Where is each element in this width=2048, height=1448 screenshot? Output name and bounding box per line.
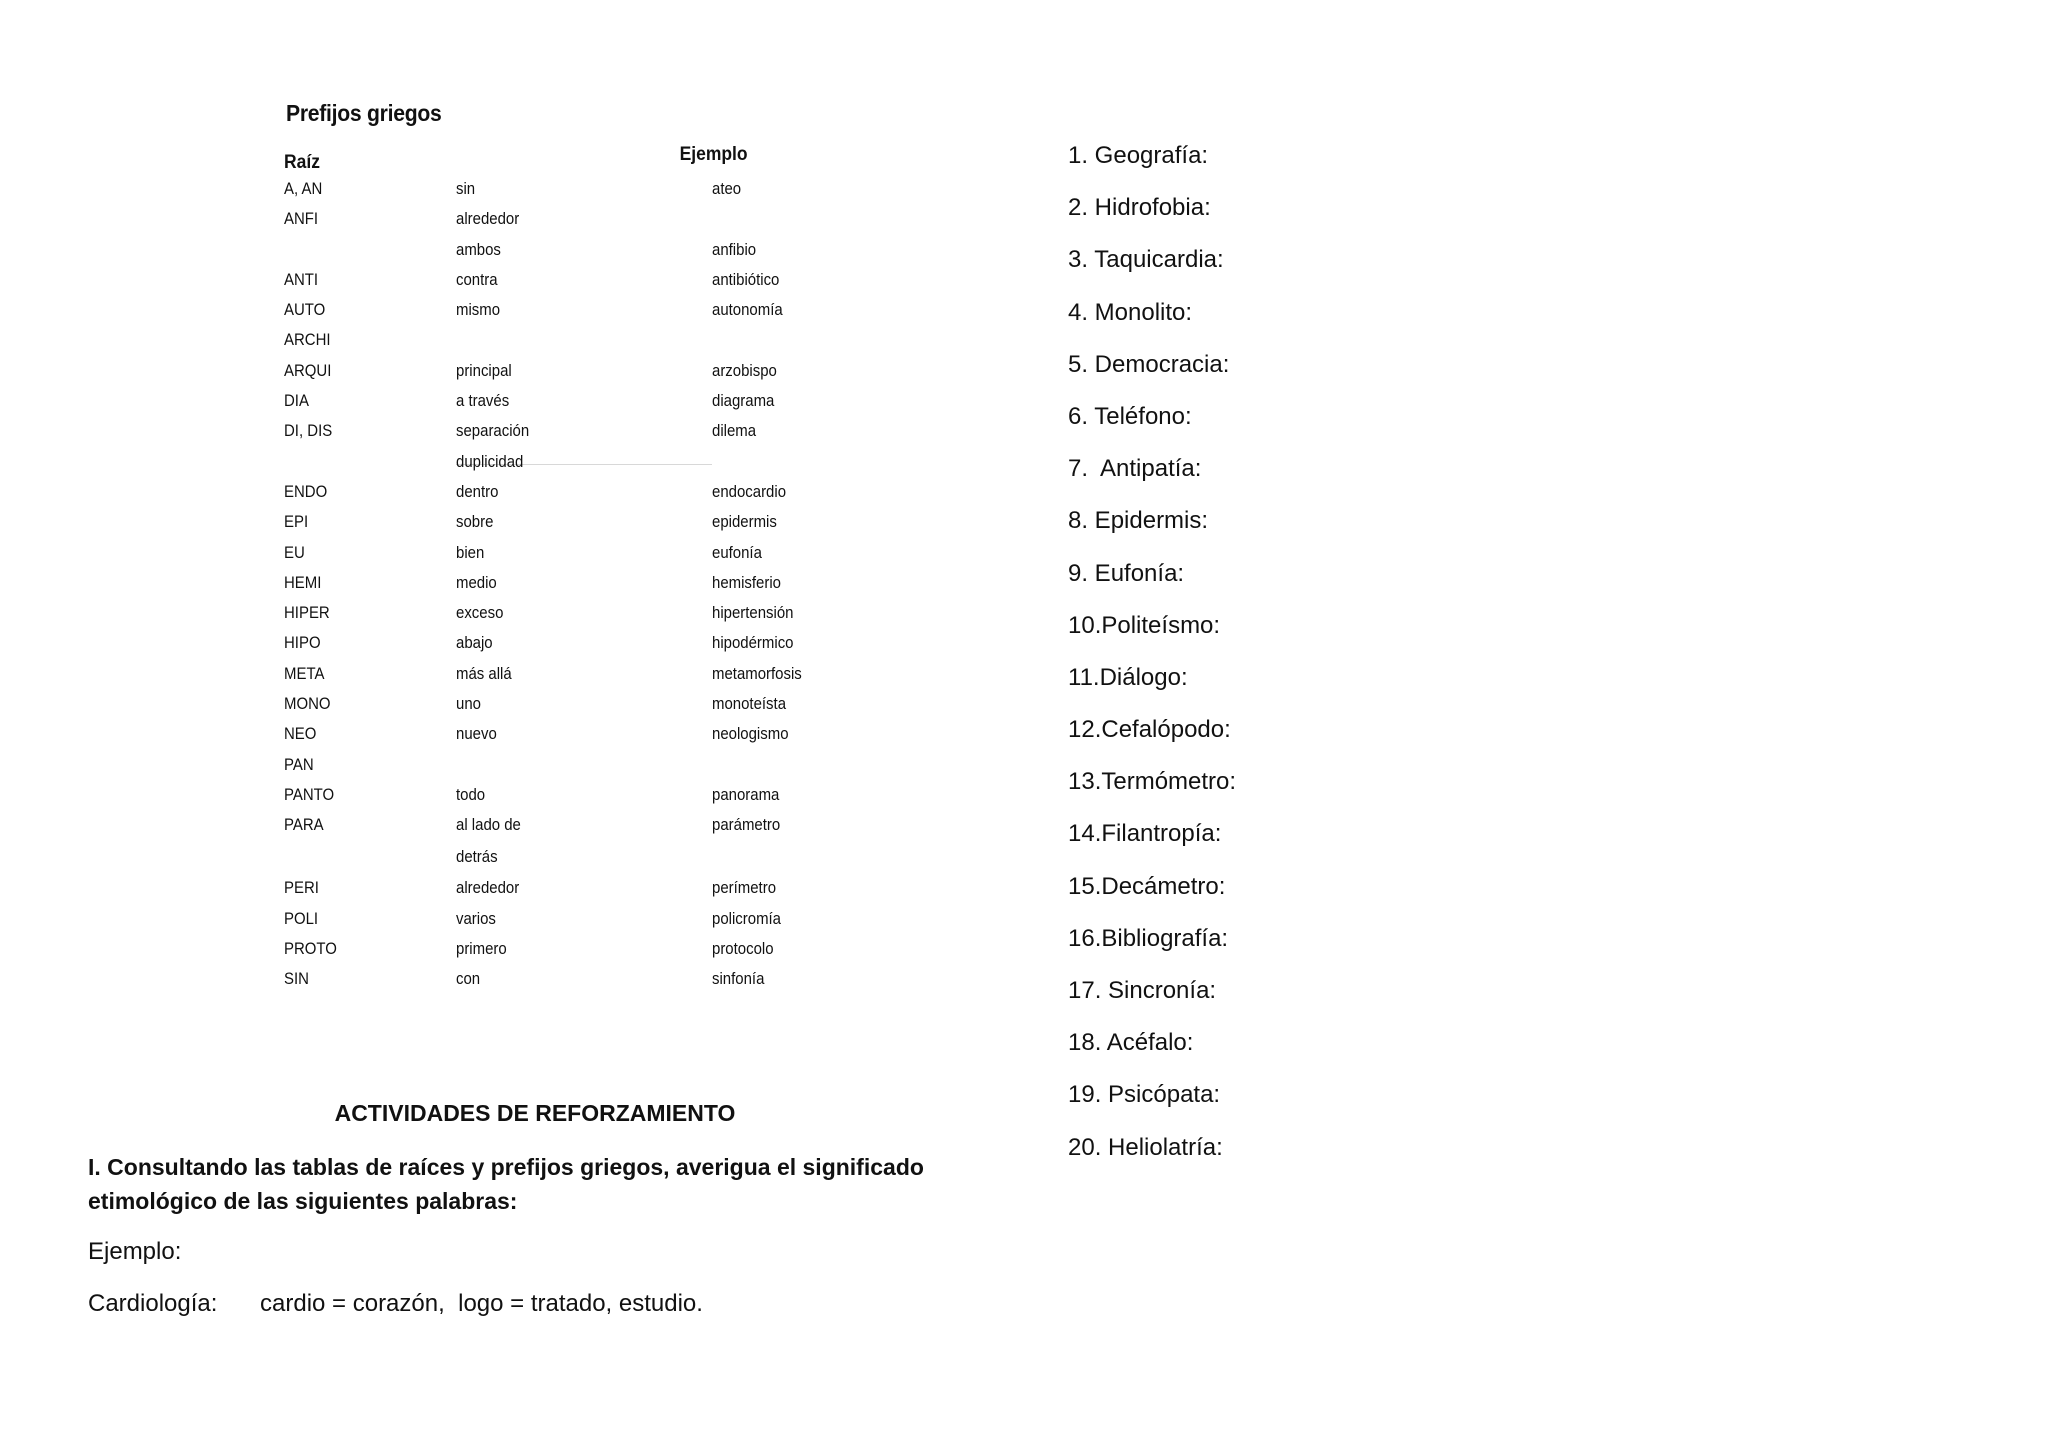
header-root: Raíz — [284, 152, 320, 173]
table-row — [284, 719, 844, 749]
table-row — [284, 873, 844, 903]
word-item: 2. Hidrofobia: — [1068, 194, 1211, 222]
table-row — [284, 689, 844, 719]
word-item: 13.Termómetro: — [1068, 768, 1237, 796]
example-cell: protocolo — [712, 938, 774, 958]
example-cell: arzobispo — [712, 360, 777, 380]
meaning-cell: duplicidad — [456, 451, 524, 471]
example-cell: panorama — [712, 784, 780, 804]
meaning-cell: principal — [456, 360, 512, 380]
table-row — [284, 538, 844, 568]
meaning-cell: con — [456, 969, 481, 989]
table-row — [284, 810, 844, 842]
table-row — [284, 386, 844, 416]
meaning-cell: ambos — [456, 239, 501, 259]
word-list — [1068, 140, 1236, 1184]
example-cell: antibiótico — [712, 269, 780, 289]
example-cell: endocardio — [712, 481, 787, 501]
meaning-cell: exceso — [456, 603, 504, 623]
table-row — [284, 295, 844, 325]
table-row — [284, 416, 844, 446]
prefix-cell: DIA — [284, 391, 309, 411]
word-item: 4. Monolito: — [1068, 298, 1193, 326]
table-row — [284, 356, 844, 386]
example-cell: autonomía — [712, 300, 783, 320]
prefix-cell: ARQUI — [284, 360, 332, 380]
meaning-cell: bien — [456, 542, 485, 562]
prefix-cell: AUTO — [284, 300, 326, 320]
example-label: Ejemplo: — [88, 1238, 182, 1265]
meaning-cell: dentro — [456, 481, 499, 501]
word-item: 8. Epidermis: — [1068, 507, 1209, 535]
meaning-cell: a través — [456, 391, 510, 411]
example-cell: eufonía — [712, 542, 762, 562]
table-row — [284, 477, 844, 507]
example-cell: parámetro — [712, 815, 781, 835]
table-row — [284, 842, 844, 874]
meaning-cell: primero — [456, 938, 507, 958]
prefix-cell: HIPO — [284, 633, 321, 653]
header-example: Ejemplo — [679, 144, 748, 165]
meaning-cell: sobre — [456, 512, 494, 532]
activities-instruction: I. Consultando las tablas de raíces y prefijos griegos, averigua el significado etimológico de las siguientes palabras: — [88, 1154, 924, 1214]
table-row — [284, 235, 844, 265]
table-header — [284, 144, 799, 174]
prefix-cell: PAN — [284, 754, 314, 774]
word-item: 10.Politeísmo: — [1068, 611, 1221, 639]
meaning-cell: nuevo — [456, 724, 497, 744]
table-row — [284, 904, 844, 934]
example-cell: dilema — [712, 421, 757, 441]
example-cell: policromía — [712, 908, 782, 928]
table-row — [284, 204, 844, 234]
prefix-cell: ANFI — [284, 209, 319, 229]
meaning-cell: todo — [456, 784, 486, 804]
word-item: 12.Cefalópodo: — [1068, 716, 1231, 744]
meaning-cell: uno — [456, 694, 481, 714]
prefix-cell: MONO — [284, 694, 331, 714]
word-item: 11.Diálogo: — [1068, 663, 1188, 691]
word-item: 15.Decámetro: — [1068, 872, 1226, 900]
greek-prefix-table — [284, 96, 844, 994]
meaning-cell: detrás — [456, 846, 498, 866]
meaning-cell: sin — [456, 179, 476, 198]
example-word: Cardiología: — [88, 1290, 218, 1317]
example-cell: ateo — [712, 179, 742, 198]
example-cell: epidermis — [712, 512, 777, 532]
prefix-cell: META — [284, 663, 325, 683]
example-definition: cardio = corazón, logo = tratado, estudio. — [260, 1290, 703, 1317]
table-row — [284, 659, 844, 689]
prefix-cell: PARA — [284, 815, 324, 835]
word-item: 5. Democracia: — [1068, 350, 1230, 378]
prefix-cell: EPI — [284, 512, 309, 532]
example-cell: anfibio — [712, 239, 757, 259]
example-cell: perímetro — [712, 878, 777, 898]
example-cell: monoteísta — [712, 694, 787, 714]
table-row — [284, 598, 844, 628]
meaning-cell: alrededor — [456, 209, 520, 229]
table-rows — [284, 174, 844, 994]
word-item: 1. Geografía: — [1068, 142, 1209, 169]
meaning-cell: abajo — [456, 633, 493, 653]
word-item: 19. Psicópata: — [1068, 1081, 1221, 1109]
table-row — [284, 934, 844, 964]
word-item: 16.Bibliografía: — [1068, 924, 1229, 952]
meaning-cell: alrededor — [456, 878, 520, 898]
prefix-cell: PANTO — [284, 784, 335, 804]
word-item: 3. Taquicardia: — [1068, 246, 1224, 274]
table-row — [284, 750, 844, 780]
meaning-cell: separación — [456, 421, 530, 441]
prefix-cell: NEO — [284, 724, 317, 744]
table-row — [284, 964, 844, 994]
meaning-cell: al lado de — [456, 815, 521, 835]
example-cell: sinfonía — [712, 969, 765, 989]
word-item: 18. Acéfalo: — [1068, 1029, 1194, 1057]
activities-title: ACTIVIDADES DE REFORZAMIENTO — [334, 1100, 736, 1126]
example-cell: neologismo — [712, 724, 789, 744]
table-title: Prefijos griegos — [286, 100, 442, 126]
prefix-cell: PERI — [284, 878, 319, 898]
word-item: 14.Filantropía: — [1068, 820, 1222, 848]
example-cell: hipertensión — [712, 603, 794, 623]
example-cell: hemisferio — [712, 572, 782, 592]
example-cell: hipodérmico — [712, 633, 794, 653]
table-row — [284, 265, 844, 295]
example-cell: diagrama — [712, 391, 775, 411]
word-item: 20. Heliolatría: — [1068, 1133, 1223, 1161]
meaning-cell: mismo — [456, 300, 501, 320]
prefix-cell: ARCHI — [284, 330, 331, 350]
table-row — [284, 628, 844, 658]
word-item: 6. Teléfono: — [1068, 402, 1192, 430]
table-row — [284, 325, 844, 355]
table-row — [284, 174, 844, 204]
prefix-cell: A, AN — [284, 179, 323, 198]
prefix-cell: HIPER — [284, 603, 330, 623]
meaning-cell: medio — [456, 572, 497, 592]
word-item: 17. Sincronía: — [1068, 977, 1217, 1004]
example-cell: metamorfosis — [712, 663, 802, 683]
prefix-cell: SIN — [284, 969, 309, 989]
table-row — [284, 447, 844, 477]
prefix-cell: ENDO — [284, 481, 328, 501]
table-row — [284, 780, 844, 810]
meaning-cell: varios — [456, 908, 496, 928]
table-row — [284, 507, 844, 537]
prefix-cell: EU — [284, 542, 305, 562]
table-row — [284, 568, 844, 598]
prefix-cell: PROTO — [284, 938, 337, 958]
meaning-cell: contra — [456, 269, 498, 289]
prefix-cell: DI, DIS — [284, 421, 333, 441]
word-item: 9. Eufonía: — [1068, 559, 1185, 587]
prefix-cell: ANTI — [284, 269, 319, 289]
prefix-cell: HEMI — [284, 572, 322, 592]
prefix-cell: POLI — [284, 908, 319, 928]
word-item: 7. Antipatía: — [1068, 455, 1202, 483]
meaning-cell: más allá — [456, 663, 512, 683]
